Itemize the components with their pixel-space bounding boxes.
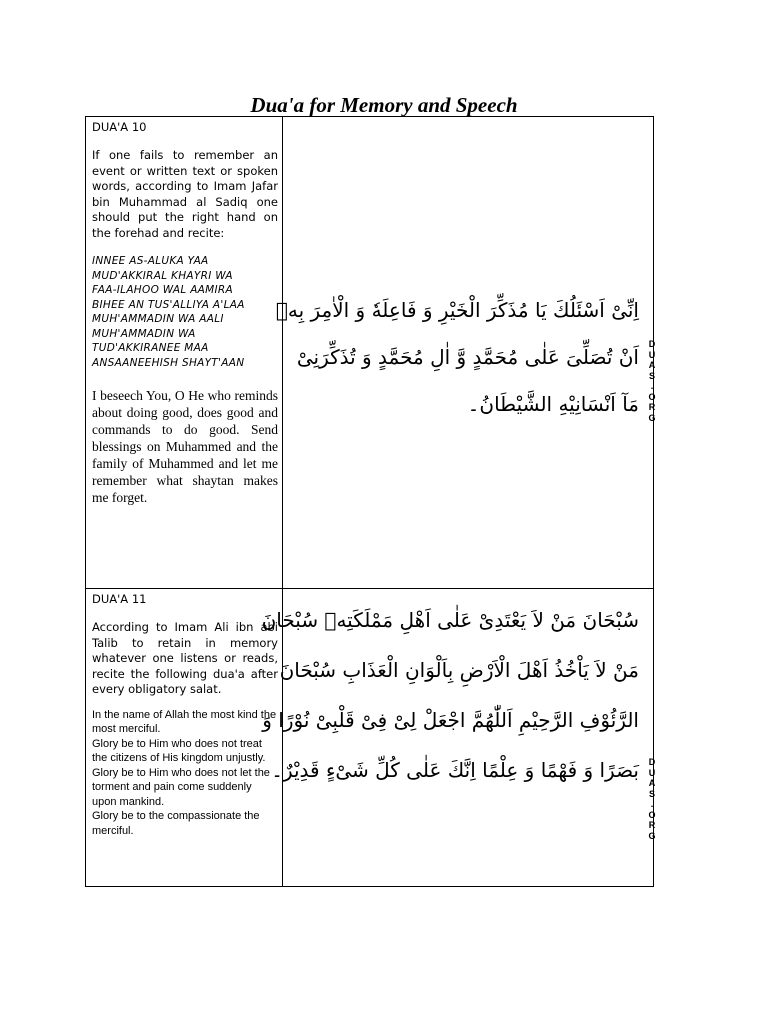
dua-10-arabic-cell <box>275 117 656 589</box>
stamp-letter: A <box>648 360 656 370</box>
stamp-letter: R <box>648 820 656 830</box>
stamp-letter: O <box>648 809 656 820</box>
dua-table <box>85 116 654 887</box>
dua-10-heading: DUA'A 10 <box>92 120 147 134</box>
stamp-letter: D <box>648 757 656 767</box>
translation-line: Glory be to Him who does not let the torment and pain come suddenly upon mankind. <box>92 766 270 808</box>
dua-11-intro: According to Imam Ali ibn abi Talib to retain in memory whatever one listens or reads, recite the following dua'a after every obligatory salat. <box>92 620 278 696</box>
page-title: Dua'a for Memory and Speech <box>250 93 518 117</box>
translation-line: In the name of Allah the most kind the most merciful. <box>92 708 277 735</box>
stamp-letter: G <box>648 830 656 841</box>
arabic-line: سُبْحَانَ مَنْ لاَ یَعْتَدِیْ عَلٰی اَهْلِ مَمْلَكَتِهٖ سُبْحَانَ <box>261 608 639 632</box>
dua-11-arabic-text <box>261 595 639 795</box>
dua-10-intro: If one fails to remember an event or written text or spoken words, according to Imam Jafar bin Muhammad al Sadiq one should put the right hand on the forehad and recite: <box>92 148 278 240</box>
stamp-letter: G <box>648 412 656 423</box>
transliteration-line: MUH'AMMADIN WA <box>92 327 196 340</box>
transliteration-line: MUH'AMMADIN WA AALI <box>92 313 224 325</box>
dua-11-translation <box>92 708 278 839</box>
dua-10-transliteration <box>92 254 278 370</box>
arabic-line: اَنْ تُصَلِّیَ عَلٰی مُحَمَّدٍ وَّ اٰلِ مُحَمَّدٍ وَ تُذَكِّرَنِیْ <box>296 345 639 369</box>
stamp-letter: S <box>648 788 655 799</box>
transliteration-line: FAA-ILAHOO WAL AAMIRA <box>92 284 234 296</box>
transliteration-line: BIHEE AN TUS'ALLIYA A'LAA <box>92 298 245 311</box>
duas-org-stamp <box>647 757 657 841</box>
dua-11-text-cell <box>86 589 283 887</box>
dua-10-text-cell <box>86 117 283 589</box>
transliteration-line: TUD'AKKIRANEE MAA <box>92 342 209 354</box>
stamp-letter: D <box>648 339 656 349</box>
transliteration-line: ANSAANEEHISH SHAYT'AAN <box>92 356 245 369</box>
arabic-line: بَصَرًا وَ فَهْمًا وَ عِلْمًا اِنَّكَ عَلٰی كُلِّ شَیْءٍ قَدِیْرٌ۔ <box>271 758 639 782</box>
stamp-letter: O <box>648 391 656 402</box>
stamp-letter: . <box>650 799 654 809</box>
translation-line: Glory be to Him who does not treat the citizens of His kingdom unjustly. <box>92 737 266 764</box>
stamp-letter: U <box>648 349 656 360</box>
dua-10-translation: I beseech You, O He who reminds about doing good, does good and commands to do good. Send blessings on Muhammed and the family of Muhammed and let me remember what shaytan makes me forget. <box>92 388 278 505</box>
stamp-letter: U <box>648 767 656 778</box>
dua-11-arabic-cell <box>261 589 656 887</box>
arabic-line: مَآ اَنْسَانِیْهِ الشَّیْطَانُ۔ <box>467 392 639 416</box>
stamp-letter: . <box>650 381 654 391</box>
stamp-letter: R <box>648 402 656 412</box>
transliteration-line: INNEE AS-ALUKA YAA <box>92 255 209 267</box>
translation-line: Glory be to the compassionate the merciful. <box>92 810 260 837</box>
duas-org-stamp <box>647 339 657 423</box>
dua-10-arabic-text <box>275 287 639 428</box>
arabic-line: اِنِّیْ اَسْئَلُكَ یَا مُذَكِّرَ الْخَیْرِ وَ فَاعِلَهٗ وَ الْاٰمِرَ بِهٖ <box>275 298 639 322</box>
stamp-letter: S <box>648 370 655 381</box>
table-row-dua-10 <box>86 117 654 589</box>
transliteration-line: MUD'AKKIRAL KHAYRI WA <box>92 269 233 282</box>
table-row-dua-11 <box>86 589 654 887</box>
arabic-line: مَنْ لاَ یَاْخُذُ اَهْلَ الْاَرْضِ بِاَلْوَانِ الْعَذَابِ سُبْحَانَ <box>279 658 639 682</box>
stamp-letter: A <box>648 778 656 788</box>
dua-11-heading: DUA'A 11 <box>92 592 147 606</box>
arabic-line: الرَّئُوْفِ الرَّحِیْمِ اَللّٰهُمَّ اجْعَلْ لِیْ فِیْ قَلْبِیْ نُوْرًا وَ <box>262 708 639 732</box>
